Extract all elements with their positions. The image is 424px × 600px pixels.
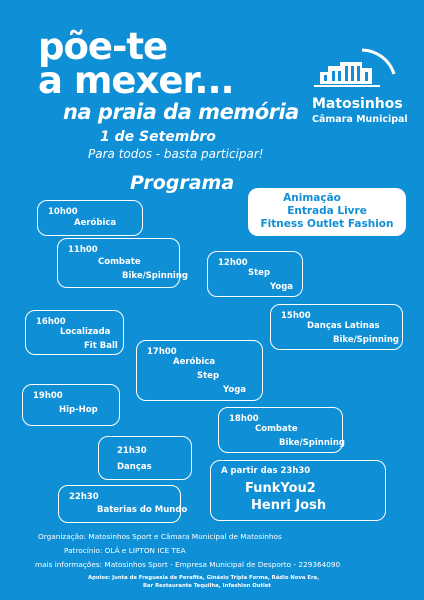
slot-activity: Baterias do Mundo xyxy=(97,505,188,515)
logo-subtitle: Câmara Municipal xyxy=(312,114,408,125)
schedule-slot-1700 xyxy=(136,340,263,401)
slot-activity: Bike/Spinning xyxy=(279,438,345,448)
building-logo-icon xyxy=(310,44,400,92)
slot-time: 19h00 xyxy=(33,391,63,401)
schedule-slot-1500 xyxy=(270,304,403,350)
footer-patrocinio: Patrocínio: OLÁ e LIPTON ICE TEA xyxy=(64,546,186,555)
slot-time: 18h00 xyxy=(229,414,259,424)
slot-activity: Localizada xyxy=(60,327,111,337)
program-title: Programa xyxy=(130,172,235,194)
slot-time: 12h00 xyxy=(218,258,248,268)
slot-time: 16h00 xyxy=(36,317,66,327)
slot-activity: Danças xyxy=(117,462,152,472)
event-date: 1 de Setembro xyxy=(100,129,216,145)
animation-line-1: Animação xyxy=(283,192,341,204)
schedule-slot-1000 xyxy=(37,200,143,236)
schedule-slot-1800 xyxy=(218,407,343,453)
slot-time: 17h00 xyxy=(147,347,177,357)
slot-time: 10h00 xyxy=(48,207,78,217)
slot-activity: Bike/Spinning xyxy=(333,335,399,345)
slot-activity: Aeróbica xyxy=(173,357,216,367)
slot-activity: Hip-Hop xyxy=(59,405,98,415)
animation-line-2: Entrada Livre xyxy=(287,205,367,217)
footer-apoios-1: Apoios: Junta de Freguesia de Perafita, Ginásio Tripla Forma, Rádio Nova Era, xyxy=(88,575,320,581)
schedule-slot-2130 xyxy=(98,436,192,480)
schedule-slot-2230 xyxy=(58,485,188,523)
slot-activity: Aeróbica xyxy=(74,218,117,228)
schedule-slot-1200 xyxy=(207,251,303,297)
night-label: A partir das 23h30 xyxy=(221,466,311,476)
schedule-slot-1100 xyxy=(57,238,188,288)
headline-subtitle: na praia da memória xyxy=(63,100,299,124)
slot-activity: Bike/Spinning xyxy=(122,271,188,281)
slot-activity: Step xyxy=(197,371,220,381)
matosinhos-logo xyxy=(310,44,408,132)
animation-box xyxy=(248,188,406,236)
slot-activity: Combate xyxy=(255,424,298,434)
schedule-slot-1900 xyxy=(22,384,120,426)
slot-activity: Yoga xyxy=(270,282,294,292)
slot-time: 22h30 xyxy=(69,492,99,502)
slot-activity: Yoga xyxy=(223,385,247,395)
slot-activity: Step xyxy=(248,268,271,278)
slot-time: 11h00 xyxy=(68,245,98,255)
slot-activity: Fit Ball xyxy=(84,341,118,351)
headline-line-2: a mexer... xyxy=(38,59,234,102)
headline-line-1: põe-te xyxy=(38,25,168,68)
footer-apoios-2: Bar Restaurante Tequilha, Infashion Outlet xyxy=(143,583,271,589)
animation-line-3: Fitness Outlet Fashion xyxy=(260,218,394,230)
tagline: Para todos - basta participar! xyxy=(88,147,264,161)
schedule-slot-1600 xyxy=(25,310,124,355)
night-artist-1: FunkYou2 xyxy=(245,481,316,496)
logo-name: Matosinhos xyxy=(312,96,403,112)
night-artist-2: Henri Josh xyxy=(251,498,327,513)
slot-activity: Combate xyxy=(98,257,141,267)
footer-organizacao: Organização: Matosinhos Sport e Câmara Municipal de Matosinhos xyxy=(38,532,282,541)
slot-time: 15h00 xyxy=(281,311,311,321)
night-box xyxy=(210,460,386,521)
slot-activity: Danças Latinas xyxy=(307,321,380,331)
slot-time: 21h30 xyxy=(117,446,147,456)
footer-info: mais informações: Matosinhos Sport - Empresa Municipal de Desporto - 229364090 xyxy=(35,560,341,569)
